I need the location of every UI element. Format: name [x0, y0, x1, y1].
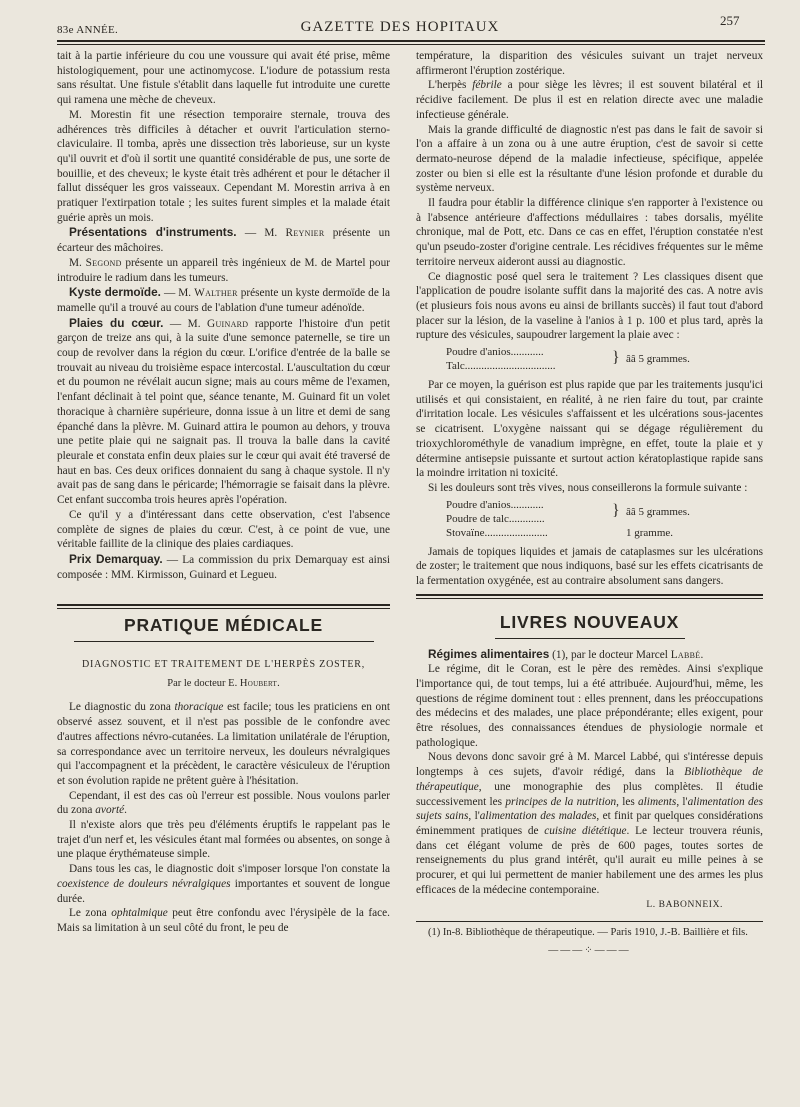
paragraph — [57, 862, 390, 906]
paragraph — [416, 78, 763, 122]
text: Le zona — [69, 907, 112, 920]
ornament: ———⁘——— — [548, 945, 631, 957]
paragraph: tait à la partie inférieure du cou une voussure qui avait été prise, même histologiquement, pour une actinomycose. L'iodure de potassium resta sans résultat. Une fistule s'établit dans laquelle fut introduite une curette qui ramena une mèche de cheveux. — [57, 50, 390, 107]
paragraph — [57, 285, 390, 315]
text: est facile; tous les praticiens en ont observé assez souvent, et il n'est pas possible de le confondre avec d'autres affections névro-cutanées. La limitation unilatérale de l'éruption, sa correspondance avec un territoire nerveux, les douleurs névralgiques qui l'accompagnent et la précèdent, le caractère vésiculeux de l'éruption et son évolution rapide ne prêtent guère à l'hésitation. — [57, 701, 390, 787]
signature: L. BABONNEIX. — [646, 900, 723, 911]
paragraph: Par ce moyen, la guérison est plus rapide que par les traitements jusqu'ici utilisés et qui consistaient, en réalité, à ne rien faire du tout, par crainte d'irritation locale. Les vésicules s'affaissent et les ulcérations sous-jacentes se cicatrisent. L'oxygène naissant qui se dégage régulièrement du trioxychlorométhyle de vanadium imprègne, en effet, toute la plaie et y détermine antisepsie puissante et surtout action kératoplastique rapide sans la moindre irritation ni toxicité. — [416, 379, 763, 480]
text: rapporte l'histoire d'un petit garçon de treize ans qui, à la suite d'une semonce paternelle, se tire un coup de revolver dans la région du cœur. L'orifice d'entrée de la balle se trouvait au niveau du troisième espace intercostal. L'auscultation du cœur et du poumon ne révélait aucun signe; mais au cours même de l'examen, l'enfant déclinait à tel point que, séance tenante, M. Guinard fit un volet thoracique à charnière supérieure, donna issue à un litre et demi de sang épanché dans la plèvre. M. Guinard attira le poumon au dehors, y trouva une petite plaie qui ne saignait pas. Il trouva la balle dans la cavité pleurale et constata enfin deux plaies sur le cœur qui avait été traversé de haut en bas. Ces deux orifices donnaient du sang à chaque systole. Il n'y avait pas de sang dans le péricarde; l'hémorragie se faisait dans la plèvre. Cet enfant succomba trois heures après l'opération. — [57, 317, 390, 507]
right-column — [416, 49, 763, 959]
formula-dose: ââ 5 grammes. — [626, 505, 690, 518]
paragraph: Il n'existe alors que très peu d'éléments éruptifs le rappelant pas le trajet d'un nerf et, les vésicules étant mal formées ou absentes, on songe à une plaque érythémateuse simple. — [57, 819, 390, 861]
paragraph: Si les douleurs sont très vives, nous conseillerons la formule suivante : — [428, 481, 748, 494]
formula-line: Talc................................. — [446, 360, 556, 373]
emphasis: aliments — [638, 795, 677, 808]
emphasis: alimentation des sujets sains — [416, 795, 763, 823]
text: — M. — [236, 227, 286, 240]
text: présente un écarteur des mâchoires. — [57, 227, 390, 255]
paragraph: Il faudra pour établir la différence clinique s'en rapporter à l'existence ou à l'absence antérieure d'affections médullaires : tabes dorsalis, myélite chronique, mal de Pott, etc. Dans ce cas en effet, l'éruption constatée n'est qu'un pseudo-zoster d'origine centrale. Les récidives fréquentes sur le même territoire nerveux aideront aussi au diagnostic. — [416, 197, 763, 268]
text: (1), par le docteur Marcel — [549, 648, 671, 661]
text: a pour siège les lèvres; il est souvent bilatéral et il récidive facilement. De plus il est en relation directe avec une maladie infectieuse générale. — [416, 79, 763, 121]
text: Par le docteur E. — [167, 677, 240, 689]
text: M. — [69, 256, 86, 269]
paragraph — [57, 316, 390, 508]
journal-title: GAZETTE DES HOPITAUX — [300, 19, 500, 35]
paragraph — [57, 906, 390, 935]
formula-line: Poudre d'anios............ — [446, 346, 544, 359]
emphasis: alimentation des malades — [479, 810, 597, 823]
section-underline — [495, 638, 685, 639]
section-title: PRATIQUE MÉDICALE — [124, 615, 323, 636]
text: . Le lecteur trouvera réunis, dans cet élégant volume de près de 600 pages, toutes sortes de renseignements du plus grand intérêt, qu'il aurait eu mille peines à se procurer, et qui lui permettent de manier habilement une des armes les plus efficaces de la médecine contemporaine. — [416, 824, 763, 896]
author-name: Labbé — [670, 648, 701, 661]
author-name: Walther — [194, 287, 238, 300]
author-name: Reynier — [285, 227, 325, 240]
section-rule — [57, 604, 390, 609]
formula-line: Poudre d'anios............ — [446, 498, 544, 511]
text: — La commission du prix Demarquay est ainsi composée : MM. Kirmisson, Guinard et Legueu. — [57, 553, 391, 581]
paragraph: température, la disparition des vésicules suivant un trajet nerveux affirmeront l'éruption zostérique. — [416, 50, 763, 77]
section-underline — [74, 641, 374, 642]
paragraph: Ce diagnostic posé quel sera le traitement ? Les classiques disent que l'application de poudre isolante suffit dans la majorité des cas. A notre avis (et plusieurs fois nous avons eu ainsi de brillants succès) il faut tout d'abord placer sur la lésion, de la vaseline à l'anios à 1 p. 100 et plus tard, après la rupture des vésicules, saupoudrer largement la plaie avec : — [416, 270, 763, 342]
text: — M. — [163, 317, 208, 330]
paragraph — [57, 789, 390, 818]
text: . — [700, 648, 704, 661]
footnote: (1) In-8. Bibliothèque de thérapeutique. — Paris 1910, J.-B. Baillière et fils. — [428, 927, 748, 939]
formula-dose: ââ 5 grammes. — [626, 353, 690, 366]
byline — [57, 677, 390, 692]
text: , l' — [468, 810, 480, 823]
emphasis: cuisine diététique — [544, 824, 627, 837]
rubric-heading: Kyste dermoïde. — [69, 285, 161, 300]
text: peut être confondu avec l'érysipèle de la face. Mais sa limitation à un seul côté du front, le peu de — [57, 907, 391, 934]
paragraph — [57, 700, 390, 788]
paragraph: Ce qu'il y a d'intéressant dans cette observation, c'est l'absence complète de signes de plaies du cœur. C'est, à ce point de vue, une véritable faillite de la clinique des plaies cardiaques. — [57, 508, 390, 551]
author-name: Houbert — [239, 677, 278, 689]
brace: } — [612, 501, 620, 519]
text: Cependant, il est des cas où l'erreur est possible. Nous voulons parler du zona — [57, 789, 390, 817]
rubric-heading: Prix Demarquay. — [69, 551, 163, 566]
text: Nous devons donc savoir gré à M. Marcel Labbé, qui s'intéresse depuis longtemps à ces sujets, d'avoir rédigé, dans la — [416, 751, 763, 779]
emphasis: Bibliothèque de thérapeutique — [416, 766, 763, 793]
page-header — [0, 0, 800, 40]
text: , une monographie des plus complètes. Il étudie successivement les — [416, 780, 763, 808]
header-rule — [57, 40, 765, 42]
rubric-heading: Présentations d'instruments. — [69, 225, 237, 240]
footnote-rule — [416, 921, 763, 922]
section-title: LIVRES NOUVEAUX — [499, 611, 680, 632]
text: Dans tous les cas, le diagnostic doit s'imposer lorsque l'on constate la — [69, 863, 390, 876]
prescription-formula — [416, 345, 763, 375]
paragraph: M. Morestin fit une résection temporaire sternale, trouva des adhérences très difficiles à détacher et ouvrit l'articulation sterno-claviculaire. Il tomba, après une dissection très laborieuse, sur un kyste qu'il ouvrit et d'où il sortit une quantité considérable de pus, une sorte de bouillie, et des cheveux; le kyste était très adhérent et pour le détacher il fallut disséquer les gros vaisseaux. Cependant M. Morestin arriva à en pratiquer l'extirpation totale ; les suites furent simples et la malade était guérie après un mois. — [57, 108, 390, 224]
text: importantes et souvent de longue durée. — [57, 877, 390, 905]
rubric-heading: Régimes alimentaires — [428, 646, 550, 661]
paragraph — [57, 225, 390, 255]
emphasis: avorté — [95, 804, 125, 817]
paragraph — [57, 552, 390, 582]
text: Le diagnostic du zona — [69, 701, 175, 714]
paragraph: Le régime, dit le Coran, est le père des remèdes. Ainsi s'explique l'importance qui, de tout temps, lui a été attribuée. Aujourd'hui, même, les questions de régime dominent tout : elles prennent, dans les préoccupations des médecins et des malades, une place prépondérante; elles exigent, pour être résolues, des connaissances étendues de physiologie normale et pathologique. — [416, 663, 763, 749]
issue-year: 83e ANNÉE. — [57, 24, 119, 36]
paragraph — [416, 750, 763, 897]
text: , les — [616, 795, 639, 808]
paragraph — [57, 256, 390, 285]
text: présente un kyste dermoïde de la mamelle qu'il a trouvé au cours de l'ablation d'une tumeur adénoïde. — [57, 287, 390, 314]
text: . — [277, 677, 280, 689]
article-title: DIAGNOSTIC ET TRAITEMENT DE L'HERPÈS ZOSTER, — [81, 659, 366, 671]
page-number: 257 — [720, 13, 740, 28]
emphasis: coexistence de douleurs névralgiques — [57, 877, 231, 890]
text: , l' — [676, 795, 688, 808]
formula-dose: 1 gramme. — [626, 526, 674, 539]
emphasis: fébrile — [472, 79, 502, 92]
text: . — [124, 804, 127, 817]
text: , et finit par quelques considérations éminemment pratiques de — [416, 810, 764, 837]
header-rule-thin — [57, 44, 765, 45]
paragraph: Mais la grande difficulté de diagnostic n'est pas dans le fait de savoir si l'on a affaire à un zona ou à une autre éruption, c'est de savoir si cette dermato-neurose dépend de la maladie infectieuse, spécifique, appelée zoster ou bien si elle est la résultante d'une lésion profonde et durable du système nerveux. — [416, 123, 763, 195]
author-name: Segond — [85, 256, 122, 269]
paragraph — [416, 647, 763, 663]
emphasis: principes de la nutrition — [505, 795, 617, 808]
formula-line: Poudre de talc............. — [446, 512, 545, 525]
formula-line: Stovaïne....................... — [446, 526, 548, 539]
section-rule — [416, 594, 763, 599]
left-column — [57, 49, 390, 936]
text: — M. — [160, 287, 195, 300]
brace: } — [612, 349, 620, 367]
emphasis: thoracique — [174, 701, 224, 714]
emphasis: ophtalmique — [111, 907, 168, 920]
text: présente un appareil très ingénieux de M. de Martel pour introduire le radium dans les tumeurs. — [57, 256, 390, 284]
text: L'herpès — [428, 79, 473, 92]
rubric-heading: Plaies du cœur. — [69, 315, 164, 330]
prescription-formula — [416, 498, 763, 542]
paragraph: Jamais de topiques liquides et jamais de cataplasmes sur les ulcérations de zoster; le traitement que nous indiquons, basé sur les effets cicatrisants de la fermentation oxygénée, est au contraire absolument sans dangers. — [416, 545, 763, 588]
author-name: Guinard — [207, 317, 249, 330]
